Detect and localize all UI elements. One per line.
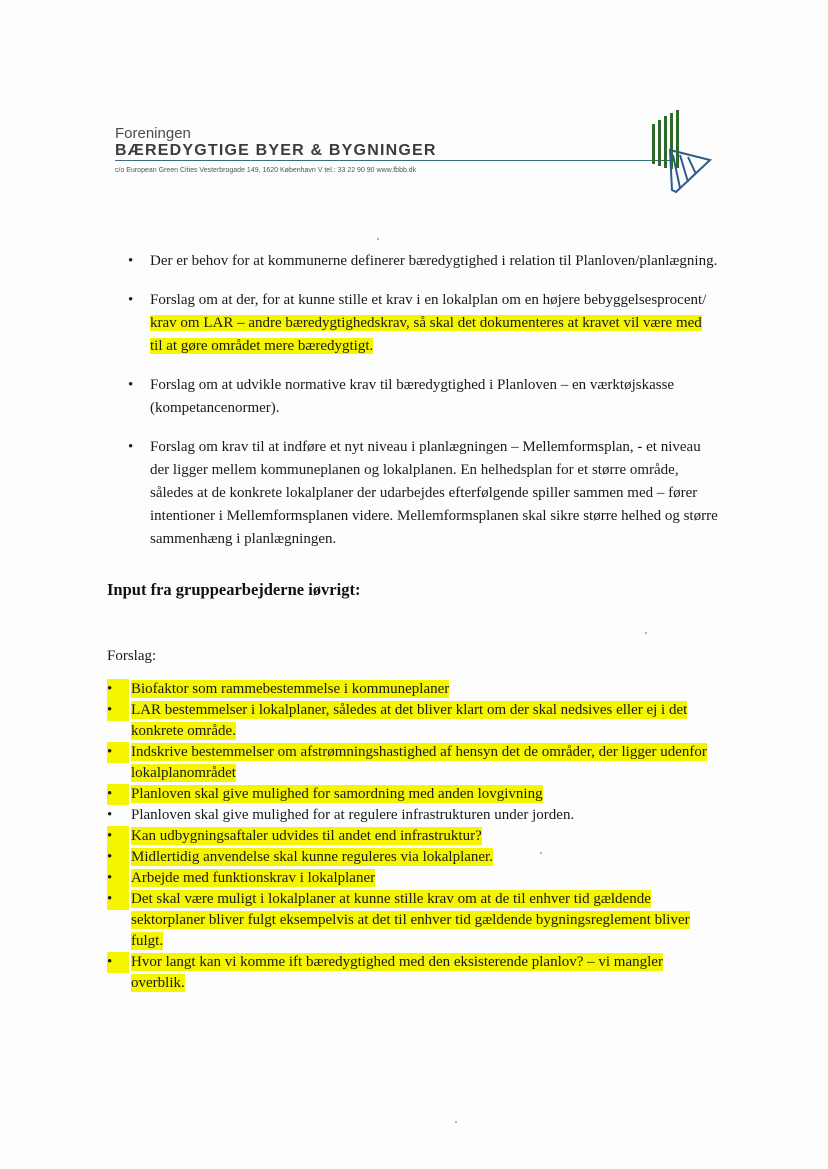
bullet-icon: •: [107, 847, 129, 868]
bullet-icon: •: [107, 807, 113, 823]
list-item: [107, 742, 707, 784]
forslag-label: Forslag:: [107, 648, 157, 664]
section-title: Input fra gruppearbejderne iøvrigt:: [107, 580, 361, 599]
list-item: [107, 679, 707, 700]
top-bullet-list: [128, 250, 718, 567]
list-item-text: Kan udbygningsaftaler udvides til andet end infrastruktur?: [131, 828, 482, 844]
list-item: [128, 374, 718, 420]
list-item-text-highlighted: krav om LAR – andre bæredygtighedskrav, så skal det dokumenteres at kravet vil være med til at gøre området mere bæredygtigt.: [150, 315, 702, 354]
list-item-text: Forslag om krav til at indføre et nyt niveau i planlægningen – Mellemformsplan, - et niveau der ligger mellem kommuneplanen og lokalplanen. En helhedsplan for et større område, således at de konkrete lokalplaner der udarbejdes efterfølgende spiller sammen med – fører intentioner i Mellemformsplanen videre. Mellemformsplanen skal sikre større helhed og større sammenhæng i planlægningen.: [150, 439, 718, 547]
list-item-text: Forslag om at der, for at kunne stille et krav i en lokalplan om en højere bebyggelsesprocent/: [150, 292, 707, 308]
fbbb-logo-icon: [640, 110, 715, 195]
list-item: [128, 250, 718, 273]
list-item: [128, 436, 718, 551]
scan-speck: [645, 632, 647, 634]
letterhead-rule: [115, 160, 675, 161]
list-item: [107, 826, 707, 847]
bullet-icon: •: [107, 952, 129, 973]
list-item-text: Planloven skal give mulighed for samordning med anden lovgivning: [131, 786, 543, 802]
list-item: [107, 805, 707, 826]
list-item-text: LAR bestemmelser i lokalplaner, således at det bliver klart om der skal nedsives eller ej i det konkrete område.: [131, 702, 688, 739]
bullet-icon: •: [107, 889, 129, 910]
bullet-icon: •: [107, 679, 129, 700]
bullet-icon: •: [107, 826, 129, 847]
list-item: [128, 289, 718, 358]
list-item: [107, 784, 707, 805]
bullet-icon: •: [107, 868, 129, 889]
list-item: [107, 847, 707, 868]
scan-speck: [540, 852, 542, 854]
letterhead-org-prefix: Foreningen: [115, 125, 191, 142]
scan-speck: [455, 1121, 457, 1123]
list-item-text: Arbejde med funktionskrav i lokalplaner: [131, 870, 376, 886]
bullet-icon: •: [128, 439, 134, 455]
list-item: [107, 952, 707, 994]
list-item-text: Planloven skal give mulighed for at regulere infrastrukturen under jorden.: [131, 807, 575, 823]
letterhead-address: c/o European Green Cities Vesterbrogade 149, 1620 København V tel.: 33 22 90 90 www.fbbb.dk: [115, 167, 417, 174]
list-item-text: Det skal være muligt i lokalplaner at kunne stille krav om at de til enhver tid gældende sektorplaner bliver fulgt eksempelvis at det til enhver tid gældende bygningsreglement bliver fulgt.: [131, 891, 690, 949]
list-item: [107, 700, 707, 742]
list-item-text: Indskrive bestemmelser om afstrømningshastighed af hensyn det de områder, der ligger udenfor lokalplanområdet: [131, 744, 707, 781]
list-item-text: Midlertidig anvendelse skal kunne reguleres via lokalplaner.: [131, 849, 493, 865]
bullet-icon: •: [107, 742, 129, 763]
list-item-text: Hvor langt kan vi komme ift bæredygtighed med den eksisterende planlov? – vi mangler overblik.: [131, 954, 663, 991]
list-item-text: Forslag om at udvikle normative krav til bæredygtighed i Planloven – en værktøjskasse (kompetancenormer).: [150, 377, 675, 416]
list-item: [107, 889, 707, 952]
list-item-text: Biofaktor som rammebestemmelse i kommuneplaner: [131, 681, 450, 697]
scan-speck: [377, 238, 379, 240]
list-item-text: Der er behov for at kommunerne definerer bæredygtighed i relation til Planloven/planlægning.: [150, 253, 718, 269]
bullet-icon: •: [128, 292, 134, 308]
bullet-icon: •: [107, 700, 129, 721]
bullet-icon: •: [128, 377, 134, 393]
bottom-bullet-list: [107, 679, 707, 994]
bullet-icon: •: [107, 784, 129, 805]
letterhead-org-name: BÆREDYGTIGE BYER & BYGNINGER: [115, 142, 437, 159]
list-item: [107, 868, 707, 889]
bullet-icon: •: [128, 253, 134, 269]
